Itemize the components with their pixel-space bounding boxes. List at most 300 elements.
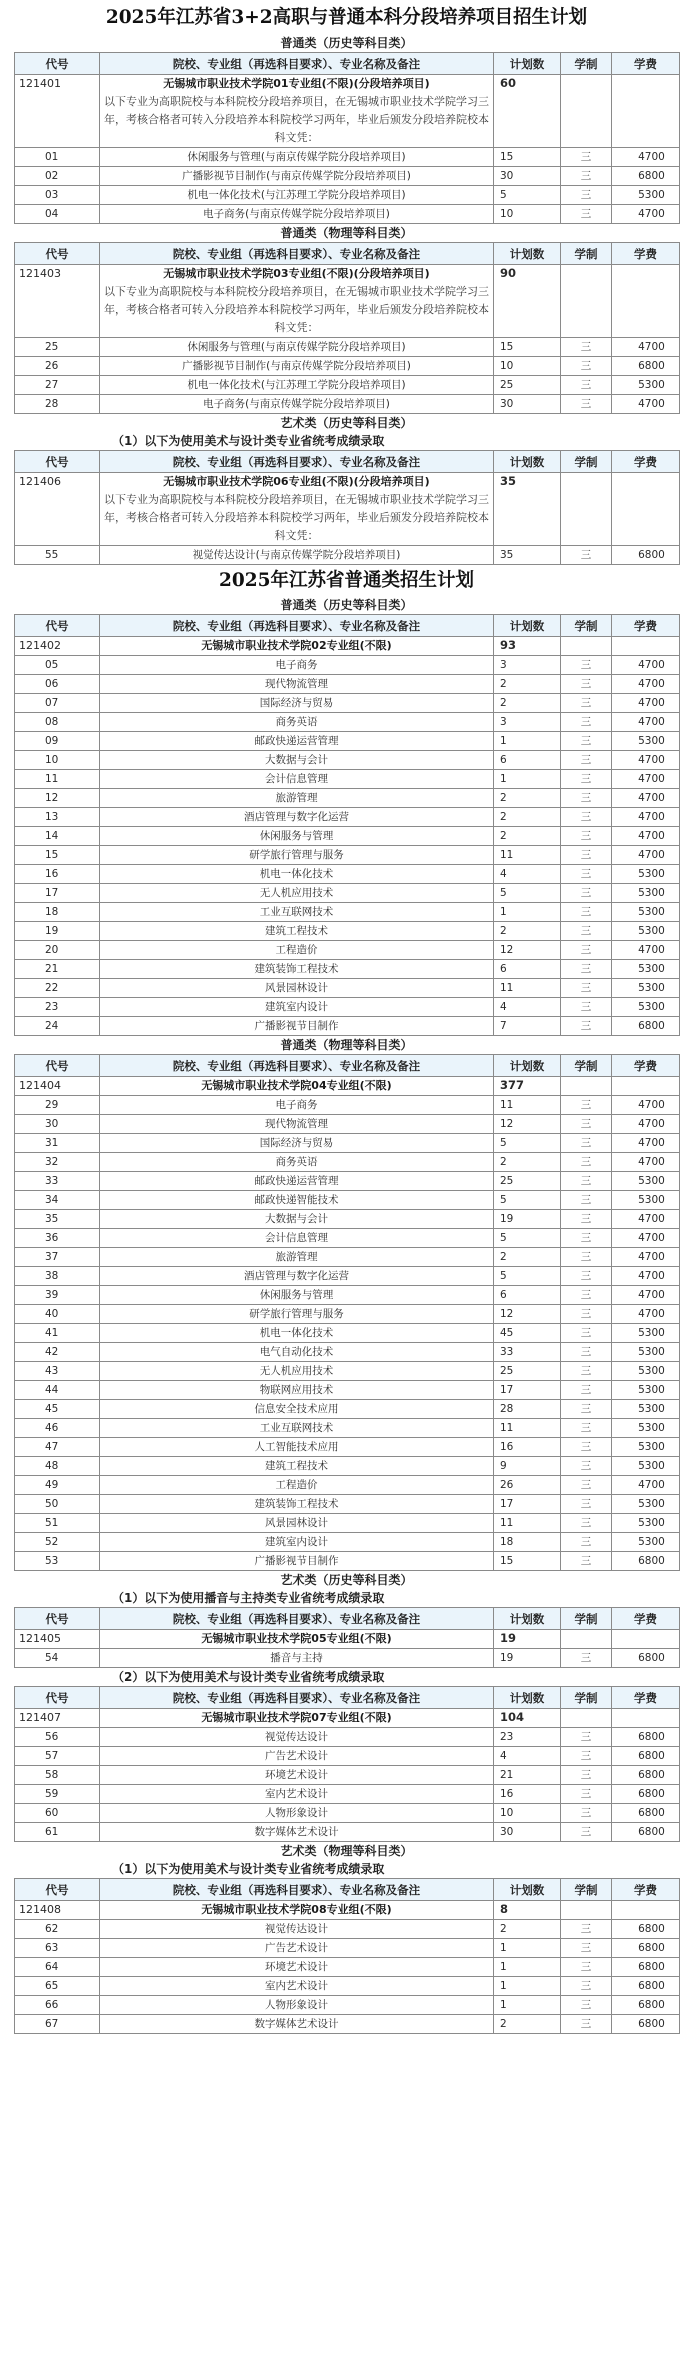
major-years: 三: [561, 1766, 612, 1785]
group-fee-empty: [612, 1709, 680, 1728]
major-years: 三: [561, 1153, 612, 1172]
major-plan: 11: [494, 979, 561, 998]
major-code: 60: [15, 1804, 100, 1823]
header-code: 代号: [15, 1879, 100, 1901]
header-plan: 计划数: [494, 615, 561, 637]
table-row: [15, 713, 680, 732]
admission-note: （1）以下为使用美术与设计类专业省统考成绩录取: [112, 434, 385, 448]
major-name: 工程造价: [100, 941, 494, 960]
major-plan: 16: [494, 1438, 561, 1457]
header-plan: 计划数: [494, 451, 561, 473]
major-code: 36: [15, 1229, 100, 1248]
major-name: 休闲服务与管理(与南京传媒学院分段培养项目): [100, 148, 494, 167]
table-row: [15, 1096, 680, 1115]
major-name: 工程造价: [100, 1476, 494, 1495]
table-row: [15, 338, 680, 357]
major-years: 三: [561, 1017, 612, 1036]
table-row: [15, 1747, 680, 1766]
major-years: 三: [561, 1438, 612, 1457]
group-years-empty: [561, 75, 612, 148]
table-row: [15, 922, 680, 941]
major-plan: 6: [494, 1286, 561, 1305]
major-name: 休闲服务与管理(与南京传媒学院分段培养项目): [100, 338, 494, 357]
section-heading: 普通类（物理等科目类）: [280, 226, 413, 240]
major-code: 14: [15, 827, 100, 846]
major-name: 建筑工程技术: [100, 922, 494, 941]
major-plan: 15: [494, 148, 561, 167]
major-name: 播音与主持: [100, 1649, 494, 1668]
major-years: 三: [561, 979, 612, 998]
header-name: 院校、专业组（再选科目要求）、专业名称及备注: [100, 1608, 494, 1630]
header-name: 院校、专业组（再选科目要求）、专业名称及备注: [100, 1055, 494, 1077]
major-years: 三: [561, 960, 612, 979]
group-fee-empty: [612, 265, 680, 338]
table-row: [15, 1017, 680, 1036]
header-fee: 学费: [612, 451, 680, 473]
major-code: 35: [15, 1210, 100, 1229]
major-years: 三: [561, 998, 612, 1017]
major-code: 05: [15, 656, 100, 675]
table-row: [15, 376, 680, 395]
table-row: [15, 1362, 680, 1381]
table-row: [15, 732, 680, 751]
major-years: 三: [561, 1977, 612, 1996]
major-years: 三: [561, 656, 612, 675]
header-plan: 计划数: [494, 1879, 561, 1901]
group-row: [15, 1709, 680, 1728]
major-plan: 2: [494, 808, 561, 827]
table-row: [15, 1286, 680, 1305]
major-name: 人物形象设计: [100, 1996, 494, 2015]
group-plan: 90: [494, 265, 561, 338]
section-heading: 艺术类（物理等科目类）: [280, 1844, 413, 1858]
major-fee: 5300: [612, 1191, 680, 1210]
group-plan: 19: [494, 1630, 561, 1649]
header-name: 院校、专业组（再选科目要求）、专业名称及备注: [100, 1687, 494, 1709]
major-code: 42: [15, 1343, 100, 1362]
major-plan: 30: [494, 395, 561, 414]
major-fee: 4700: [612, 846, 680, 865]
table-row: [15, 827, 680, 846]
table-row: [15, 1115, 680, 1134]
major-code: 49: [15, 1476, 100, 1495]
table-row: [15, 1495, 680, 1514]
major-years: 三: [561, 1514, 612, 1533]
plan-table: [14, 1686, 680, 1842]
major-name: 电子商务(与南京传媒学院分段培养项目): [100, 205, 494, 224]
major-name: 建筑室内设计: [100, 1533, 494, 1552]
group-name: 无锡城市职业技术学院06专业组(不限)(分段培养项目): [163, 475, 430, 488]
header-years: 学制: [561, 451, 612, 473]
table-row: [15, 1514, 680, 1533]
major-years: 三: [561, 865, 612, 884]
group-row: [15, 1630, 680, 1649]
major-plan: 12: [494, 941, 561, 960]
major-name: 邮政快递运营管理: [100, 1172, 494, 1191]
major-plan: 18: [494, 1533, 561, 1552]
group-years-empty: [561, 473, 612, 546]
major-code: 45: [15, 1400, 100, 1419]
major-plan: 2: [494, 789, 561, 808]
major-years: 三: [561, 1324, 612, 1343]
major-fee: 6800: [612, 1552, 680, 1571]
header-fee: 学费: [612, 1879, 680, 1901]
major-fee: 6800: [612, 1920, 680, 1939]
major-years: 三: [561, 1191, 612, 1210]
major-years: 三: [561, 1457, 612, 1476]
group-code: 121402: [15, 637, 100, 656]
table-row: [15, 1419, 680, 1438]
major-plan: 11: [494, 846, 561, 865]
group-plan: 377: [494, 1077, 561, 1096]
major-fee: 5300: [612, 1533, 680, 1552]
table-row: [15, 1438, 680, 1457]
header-fee: 学费: [612, 1055, 680, 1077]
major-code: 43: [15, 1362, 100, 1381]
major-plan: 30: [494, 167, 561, 186]
major-years: 三: [561, 713, 612, 732]
major-code: 06: [15, 675, 100, 694]
major-plan: 25: [494, 1172, 561, 1191]
table-row: [15, 941, 680, 960]
group-name: 无锡城市职业技术学院02专业组(不限): [201, 639, 392, 652]
major-plan: 15: [494, 1552, 561, 1571]
major-plan: 2: [494, 1153, 561, 1172]
section-heading: 艺术类（历史等科目类）: [280, 1573, 413, 1587]
header-plan: 计划数: [494, 243, 561, 265]
major-fee: 4700: [612, 205, 680, 224]
group-fee-empty: [612, 1630, 680, 1649]
group-name: 无锡城市职业技术学院03专业组(不限)(分段培养项目): [163, 267, 430, 280]
header-fee: 学费: [612, 243, 680, 265]
major-name: 电子商务(与南京传媒学院分段培养项目): [100, 395, 494, 414]
major-plan: 2: [494, 2015, 561, 2034]
major-plan: 26: [494, 1476, 561, 1495]
table-row: [15, 903, 680, 922]
header-years: 学制: [561, 1687, 612, 1709]
group-info: [100, 265, 494, 338]
table-row: [15, 1172, 680, 1191]
major-fee: 5300: [612, 979, 680, 998]
table-row: [15, 1229, 680, 1248]
group-info: [100, 1901, 494, 1920]
major-code: 59: [15, 1785, 100, 1804]
major-plan: 23: [494, 1728, 561, 1747]
group-code: 121408: [15, 1901, 100, 1920]
major-plan: 4: [494, 1747, 561, 1766]
header-fee: 学费: [612, 53, 680, 75]
major-name: 风景园林设计: [100, 1514, 494, 1533]
major-years: 三: [561, 1996, 612, 2015]
major-plan: 2: [494, 675, 561, 694]
major-years: 三: [561, 903, 612, 922]
major-fee: 6800: [612, 357, 680, 376]
major-fee: 4700: [612, 751, 680, 770]
major-name: 机电一体化技术: [100, 1324, 494, 1343]
major-plan: 12: [494, 1115, 561, 1134]
table-row: [15, 1324, 680, 1343]
major-plan: 19: [494, 1649, 561, 1668]
header-years: 学制: [561, 1879, 612, 1901]
major-fee: 4700: [612, 770, 680, 789]
major-fee: 4700: [612, 1210, 680, 1229]
plan-table: [14, 242, 680, 414]
group-plan: 60: [494, 75, 561, 148]
major-name: 现代物流管理: [100, 1115, 494, 1134]
major-years: 三: [561, 1229, 612, 1248]
major-name: 无人机应用技术: [100, 1362, 494, 1381]
major-years: 三: [561, 1115, 612, 1134]
major-code: 04: [15, 205, 100, 224]
header-name: 院校、专业组（再选科目要求）、专业名称及备注: [100, 451, 494, 473]
major-name: 广告艺术设计: [100, 1939, 494, 1958]
major-fee: 6800: [612, 1939, 680, 1958]
table-row: [15, 1728, 680, 1747]
major-code: 55: [15, 546, 100, 565]
major-years: 三: [561, 1172, 612, 1191]
major-fee: 5300: [612, 1419, 680, 1438]
major-fee: 6800: [612, 1977, 680, 1996]
major-fee: 5300: [612, 186, 680, 205]
header-code: 代号: [15, 1687, 100, 1709]
header-fee: 学费: [612, 1687, 680, 1709]
table-header-row: [15, 1879, 680, 1901]
major-years: 三: [561, 884, 612, 903]
major-plan: 4: [494, 998, 561, 1017]
major-plan: 5: [494, 1191, 561, 1210]
group-row: [15, 75, 680, 148]
header-plan: 计划数: [494, 1608, 561, 1630]
major-plan: 2: [494, 922, 561, 941]
major-name: 风景园林设计: [100, 979, 494, 998]
major-years: 三: [561, 1210, 612, 1229]
major-fee: 4700: [612, 1153, 680, 1172]
major-fee: 5300: [612, 1495, 680, 1514]
major-plan: 1: [494, 1939, 561, 1958]
major-plan: 1: [494, 732, 561, 751]
group-name: 无锡城市职业技术学院01专业组(不限)(分段培养项目): [163, 77, 430, 90]
major-fee: 6800: [612, 1649, 680, 1668]
major-years: 三: [561, 338, 612, 357]
major-plan: 7: [494, 1017, 561, 1036]
major-fee: 4700: [612, 1248, 680, 1267]
major-fee: 5300: [612, 884, 680, 903]
major-years: 三: [561, 732, 612, 751]
major-name: 电气自动化技术: [100, 1343, 494, 1362]
table-header-row: [15, 615, 680, 637]
header-name: 院校、专业组（再选科目要求）、专业名称及备注: [100, 1879, 494, 1901]
major-name: 邮政快递运营管理: [100, 732, 494, 751]
major-code: 65: [15, 1977, 100, 1996]
major-code: 58: [15, 1766, 100, 1785]
major-years: 三: [561, 1267, 612, 1286]
major-name: 无人机应用技术: [100, 884, 494, 903]
header-name: 院校、专业组（再选科目要求）、专业名称及备注: [100, 243, 494, 265]
major-code: 12: [15, 789, 100, 808]
plan-table: [14, 1054, 680, 1571]
major-fee: 5300: [612, 960, 680, 979]
group-info: [100, 1709, 494, 1728]
major-name: 休闲服务与管理: [100, 1286, 494, 1305]
major-years: 三: [561, 941, 612, 960]
major-fee: 6800: [612, 1785, 680, 1804]
major-fee: 6800: [612, 1017, 680, 1036]
major-years: 三: [561, 186, 612, 205]
major-plan: 1: [494, 1996, 561, 2015]
header-code: 代号: [15, 451, 100, 473]
table-row: [15, 846, 680, 865]
major-name: 建筑装饰工程技术: [100, 1495, 494, 1514]
major-years: 三: [561, 922, 612, 941]
group-info: [100, 1630, 494, 1649]
major-plan: 33: [494, 1343, 561, 1362]
table-row: [15, 751, 680, 770]
major-plan: 30: [494, 1823, 561, 1842]
major-years: 三: [561, 770, 612, 789]
table-row: [15, 1996, 680, 2015]
major-fee: 4700: [612, 1115, 680, 1134]
major-name: 研学旅行管理与服务: [100, 846, 494, 865]
major-years: 三: [561, 1362, 612, 1381]
major-plan: 5: [494, 186, 561, 205]
major-fee: 4700: [612, 338, 680, 357]
major-fee: 6800: [612, 1996, 680, 2015]
table-row: [15, 694, 680, 713]
major-plan: 1: [494, 1977, 561, 1996]
major-fee: 4700: [612, 1286, 680, 1305]
major-code: 33: [15, 1172, 100, 1191]
major-code: 66: [15, 1996, 100, 2015]
major-fee: 5300: [612, 1400, 680, 1419]
major-code: 48: [15, 1457, 100, 1476]
plan-table: [14, 1878, 680, 2034]
major-code: 24: [15, 1017, 100, 1036]
header-years: 学制: [561, 615, 612, 637]
header-plan: 计划数: [494, 1687, 561, 1709]
major-code: 31: [15, 1134, 100, 1153]
major-years: 三: [561, 1343, 612, 1362]
major-code: 34: [15, 1191, 100, 1210]
major-code: 46: [15, 1419, 100, 1438]
major-name: 机电一体化技术(与江苏理工学院分段培养项目): [100, 186, 494, 205]
section-heading: 普通类（历史等科目类）: [280, 36, 413, 50]
group-years-empty: [561, 265, 612, 338]
major-years: 三: [561, 1305, 612, 1324]
header-code: 代号: [15, 1608, 100, 1630]
table-row: [15, 186, 680, 205]
table-row: [15, 1134, 680, 1153]
major-plan: 1: [494, 1958, 561, 1977]
major-fee: 4700: [612, 694, 680, 713]
major-years: 三: [561, 1533, 612, 1552]
major-name: 建筑室内设计: [100, 998, 494, 1017]
major-plan: 15: [494, 338, 561, 357]
major-years: 三: [561, 827, 612, 846]
major-years: 三: [561, 1495, 612, 1514]
header-fee: 学费: [612, 615, 680, 637]
major-name: 视觉传达设计(与南京传媒学院分段培养项目): [100, 546, 494, 565]
major-code: 22: [15, 979, 100, 998]
header-code: 代号: [15, 53, 100, 75]
major-plan: 17: [494, 1381, 561, 1400]
major-plan: 5: [494, 1134, 561, 1153]
major-name: 广播影视节目制作(与南京传媒学院分段培养项目): [100, 357, 494, 376]
table-row: [15, 656, 680, 675]
major-fee: 6800: [612, 546, 680, 565]
major-plan: 28: [494, 1400, 561, 1419]
major-fee: 5300: [612, 922, 680, 941]
major-fee: 4700: [612, 713, 680, 732]
table-row: [15, 789, 680, 808]
major-plan: 35: [494, 546, 561, 565]
major-years: 三: [561, 1552, 612, 1571]
group-name: 无锡城市职业技术学院07专业组(不限): [201, 1711, 392, 1724]
plan-table: [14, 52, 680, 224]
major-plan: 2: [494, 1920, 561, 1939]
group-years-empty: [561, 1077, 612, 1096]
group-name: 无锡城市职业技术学院08专业组(不限): [201, 1903, 392, 1916]
major-plan: 1: [494, 903, 561, 922]
major-name: 邮政快递智能技术: [100, 1191, 494, 1210]
section-heading: 普通类（历史等科目类）: [280, 598, 413, 612]
major-name: 物联网应用技术: [100, 1381, 494, 1400]
major-years: 三: [561, 1381, 612, 1400]
major-plan: 10: [494, 205, 561, 224]
major-code: 01: [15, 148, 100, 167]
major-years: 三: [561, 1728, 612, 1747]
major-years: 三: [561, 789, 612, 808]
major-code: 26: [15, 357, 100, 376]
major-code: 28: [15, 395, 100, 414]
group-row: [15, 265, 680, 338]
major-plan: 12: [494, 1305, 561, 1324]
group-fee-empty: [612, 637, 680, 656]
table-row: [15, 1533, 680, 1552]
table-header-row: [15, 53, 680, 75]
major-years: 三: [561, 1476, 612, 1495]
major-fee: 6800: [612, 1958, 680, 1977]
table-row: [15, 2015, 680, 2034]
major-years: 三: [561, 1823, 612, 1842]
major-code: 57: [15, 1747, 100, 1766]
major-plan: 6: [494, 960, 561, 979]
group-fee-empty: [612, 1077, 680, 1096]
header-years: 学制: [561, 53, 612, 75]
major-fee: 5300: [612, 1381, 680, 1400]
major-fee: 5300: [612, 732, 680, 751]
major-name: 视觉传达设计: [100, 1920, 494, 1939]
major-fee: 5300: [612, 1172, 680, 1191]
major-name: 环境艺术设计: [100, 1958, 494, 1977]
major-years: 三: [561, 546, 612, 565]
major-years: 三: [561, 1958, 612, 1977]
major-name: 会计信息管理: [100, 770, 494, 789]
major-plan: 45: [494, 1324, 561, 1343]
group-info: [100, 473, 494, 546]
major-code: 64: [15, 1958, 100, 1977]
major-name: 酒店管理与数字化运营: [100, 1267, 494, 1286]
major-years: 三: [561, 1096, 612, 1115]
major-fee: 4700: [612, 395, 680, 414]
major-fee: 5300: [612, 1514, 680, 1533]
major-code: 21: [15, 960, 100, 979]
major-code: 47: [15, 1438, 100, 1457]
major-fee: 4700: [612, 941, 680, 960]
page-title: 2025年江苏省3+2高职与普通本科分段培养项目招生计划: [105, 7, 588, 28]
major-fee: 4700: [612, 1229, 680, 1248]
group-plan: 93: [494, 637, 561, 656]
header-years: 学制: [561, 1608, 612, 1630]
